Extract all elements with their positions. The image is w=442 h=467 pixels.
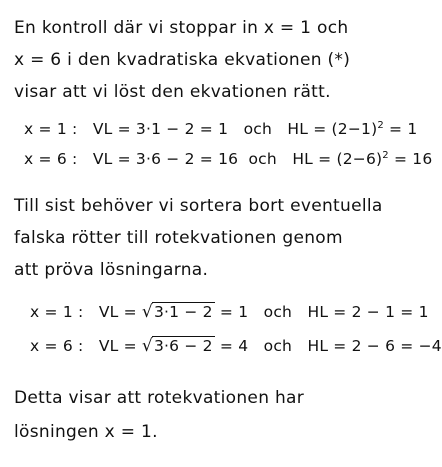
- paragraph1-line1: En kontroll där vi stoppar in x = 1 och: [14, 18, 349, 38]
- vl-result: = 1: [219, 303, 249, 321]
- x-value: x = 1 :: [30, 303, 84, 321]
- vl-expression: VL = 3·6 − 2 = 16: [92, 150, 239, 169]
- quadratic-check-row-2: [24, 150, 432, 168]
- radicand: 3·6 − 2: [153, 337, 213, 355]
- och-word: och: [263, 303, 293, 321]
- vl-prefix: VL =: [98, 337, 137, 355]
- conclusion-line1: Detta visar att rotekvationen har: [14, 388, 305, 408]
- och-word: och: [248, 150, 277, 169]
- och-word: och: [243, 120, 272, 139]
- hl-result: = 1: [389, 120, 418, 139]
- root-check-row-1: [30, 302, 429, 322]
- vl-result: = 4: [219, 337, 249, 355]
- quadratic-check-row-1: [24, 120, 417, 138]
- hl-expression: HL = (2−1): [287, 120, 378, 139]
- och-word: och: [263, 337, 293, 355]
- hl-result: = 16: [393, 150, 433, 169]
- vl-expression: VL = 3·1 − 2 = 1: [92, 120, 229, 139]
- exponent: 2: [377, 120, 384, 131]
- radicand: 3·1 − 2: [153, 303, 213, 321]
- square-root: √3·6 − 2: [141, 336, 213, 356]
- x-value: x = 6 :: [24, 150, 78, 169]
- paragraph1-line3: visar att vi löst den ekvationen rätt.: [14, 82, 331, 102]
- exponent: 2: [382, 150, 389, 161]
- hl-expression: HL = 2 − 1 = 1: [307, 303, 429, 321]
- paragraph1-line2: x = 6 i den kvadratiska ekvationen (*): [14, 50, 351, 70]
- paragraph2-line1: Till sist behöver vi sortera bort eventuella: [14, 196, 383, 216]
- conclusion-line2: lösningen x = 1.: [14, 422, 158, 442]
- hl-expression: HL = 2 − 6 = −4: [307, 337, 442, 355]
- paragraph2-line3: att pröva lösningarna.: [14, 260, 209, 280]
- paragraph2-line2: falska rötter till rotekvationen genom: [14, 228, 343, 248]
- square-root: √3·1 − 2: [141, 302, 213, 322]
- x-value: x = 6 :: [30, 337, 84, 355]
- root-check-row-2: [30, 336, 442, 356]
- hl-expression: HL = (2−6): [292, 150, 383, 169]
- vl-prefix: VL =: [98, 303, 137, 321]
- x-value: x = 1 :: [24, 120, 78, 139]
